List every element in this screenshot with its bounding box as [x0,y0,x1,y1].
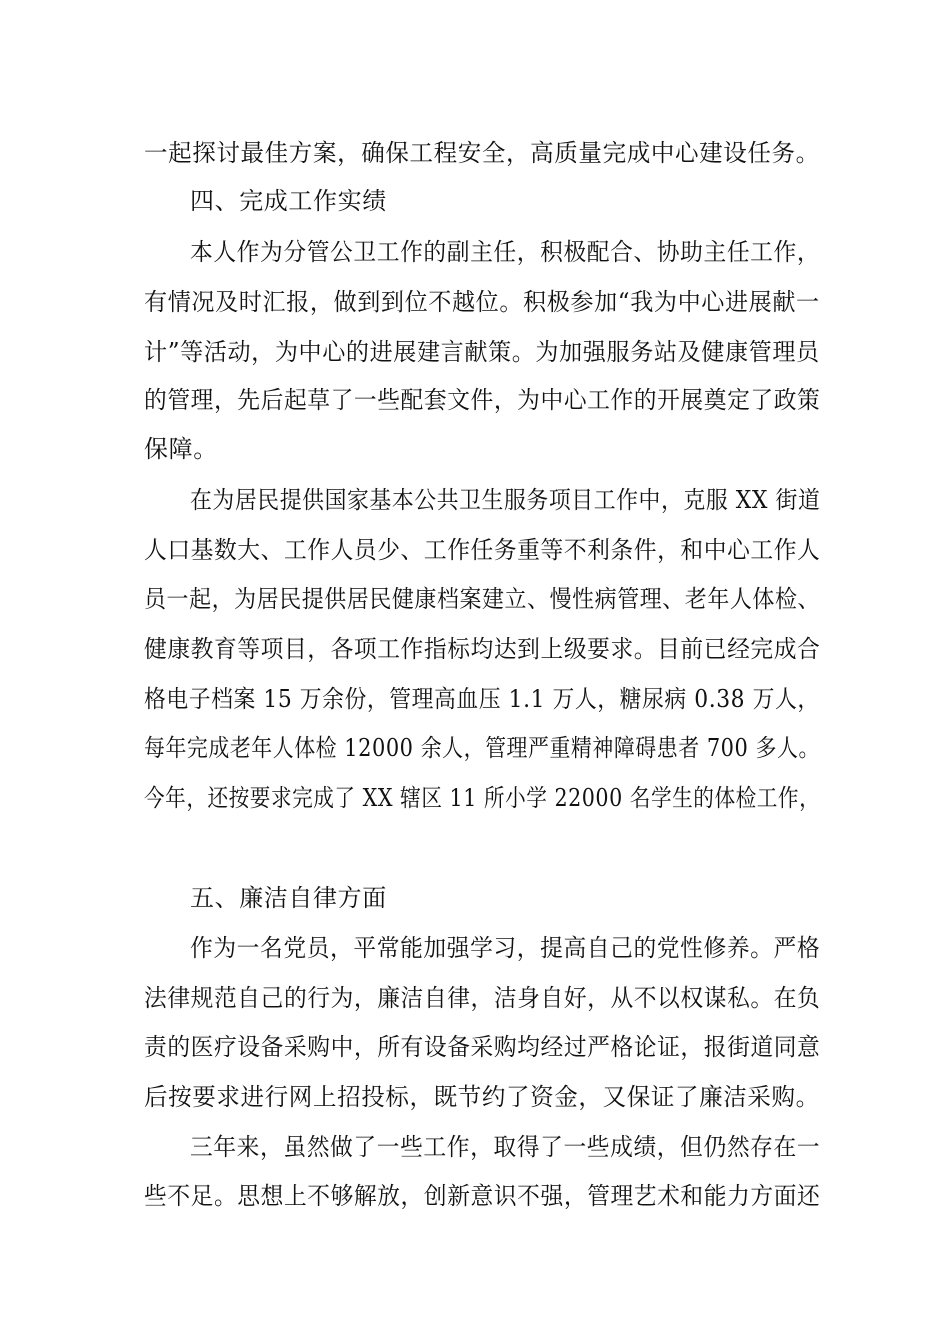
section-heading: 四、完成工作实绩 [190,187,387,215]
text-line: 格电子档案 15 万余份，管理高血压 1.1 万人，糖尿病 0.38 万人， [144,685,820,713]
text-line: 每年完成老年人体检 12000 余人，管理严重精神障碍患者 700 多人。 [144,734,820,762]
section-heading: 五、廉洁自律方面 [190,884,387,912]
text-line: 一起探讨最佳方案，确保工程安全，高质量完成中心建设任务。 [144,139,820,167]
text-line: 在为居民提供国家基本公共卫生服务项目工作中，克服 XX 街道 [190,486,821,514]
text-line: 有情况及时汇报，做到到位不越位。积极参加“我为中心进展献一 [144,288,820,316]
text-line: 保障。 [144,435,218,463]
text-line: 员一起，为居民提供居民健康档案建立、慢性病管理、老年人体检、 [144,585,821,613]
text-line: 作为一名党员，平常能加强学习，提高自己的党性修养。严格 [190,934,821,962]
text-line: 责的医疗设备采购中，所有设备采购均经过严格论证，报街道同意 [144,1033,821,1061]
text-line: 三年来，虽然做了一些工作，取得了一些成绩，但仍然存在一 [190,1133,821,1161]
text-line: 人口基数大、工作人员少、工作任务重等不利条件，和中心工作人 [144,536,821,564]
text-line: 今年，还按要求完成了 XX 辖区 11 所小学 22000 名学生的体检工作， [144,784,821,812]
text-line: 法律规范自己的行为，廉洁自律，洁身自好，从不以权谋私。在负 [144,984,821,1012]
text-line: 本人作为分管公卫工作的副主任，积极配合、协助主任工作， [190,238,821,266]
text-line: 的管理，先后起草了一些配套文件，为中心工作的开展奠定了政策 [144,386,821,414]
text-line: 健康教育等项目，各项工作指标均达到上级要求。目前已经完成合 [144,635,821,663]
text-line: 后按要求进行网上招投标，既节约了资金，又保证了廉洁采购。 [144,1083,820,1111]
text-line: 计”等活动，为中心的进展建言献策。为加强服务站及健康管理员 [144,338,820,366]
text-line: 些不足。思想上不够解放，创新意识不强，管理艺术和能力方面还 [144,1182,821,1210]
